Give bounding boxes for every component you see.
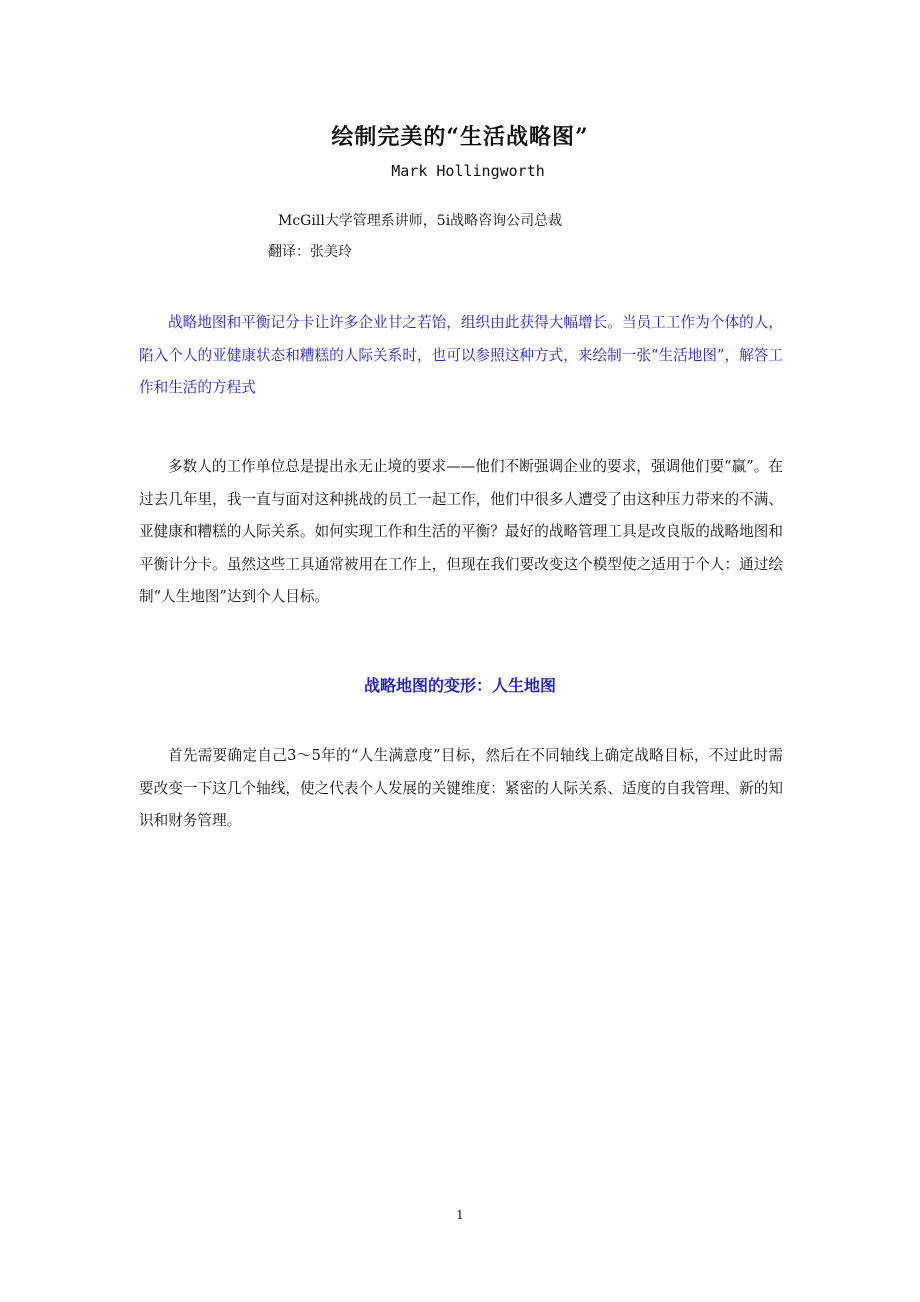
body-paragraph-2: 首先需要确定自己3～5年的“人生满意度”目标，然后在不同轴线上确定战略目标，不过此时需要改变一下这几个轴线，使之代表个人发展的关键维度：紧密的人际关系、适度的自我管理、新的知识和财务管理。 bbox=[139, 747, 783, 829]
translator-credit: 翻译：张美玲 bbox=[268, 244, 352, 260]
section-heading: 战略地图的变形：人生地图 bbox=[363, 676, 556, 695]
body-paragraph-1: 多数人的工作单位总是提出永无止境的要求——他们不断强调企业的要求，强调他们要“赢”。在过去几年里，我一直与面对这种挑战的员工一起工作，他们中很多人遭受了由这种压力带来的不满、亚健康和糟糕的人际关系。如何实现工作和生活的平衡？最好的战略管理工具是改良版的战略地图和平衡计分卡。虽然这些工具通常被用在工作上，但现在我们要改变这个模型使之适用于个人：通过绘制“人生地图”达到个人目标。 bbox=[139, 458, 783, 605]
author-affiliation: McGill大学管理系讲师，5i战略咨询公司总裁 bbox=[278, 213, 563, 229]
author-name: Mark Hollingworth bbox=[391, 162, 545, 180]
document-title: 绘制完美的“生活战略图” bbox=[331, 124, 589, 150]
abstract-paragraph: 战略地图和平衡记分卡让许多企业甘之若饴，组织由此获得大幅增长。当员工工作为个体的人，陷入个人的亚健康状态和糟糕的人际关系时，也可以参照这种方式，来绘制一张“生活地图”，解答工作和生活的方程式 bbox=[139, 314, 783, 396]
page-number: 1 bbox=[456, 1208, 464, 1222]
